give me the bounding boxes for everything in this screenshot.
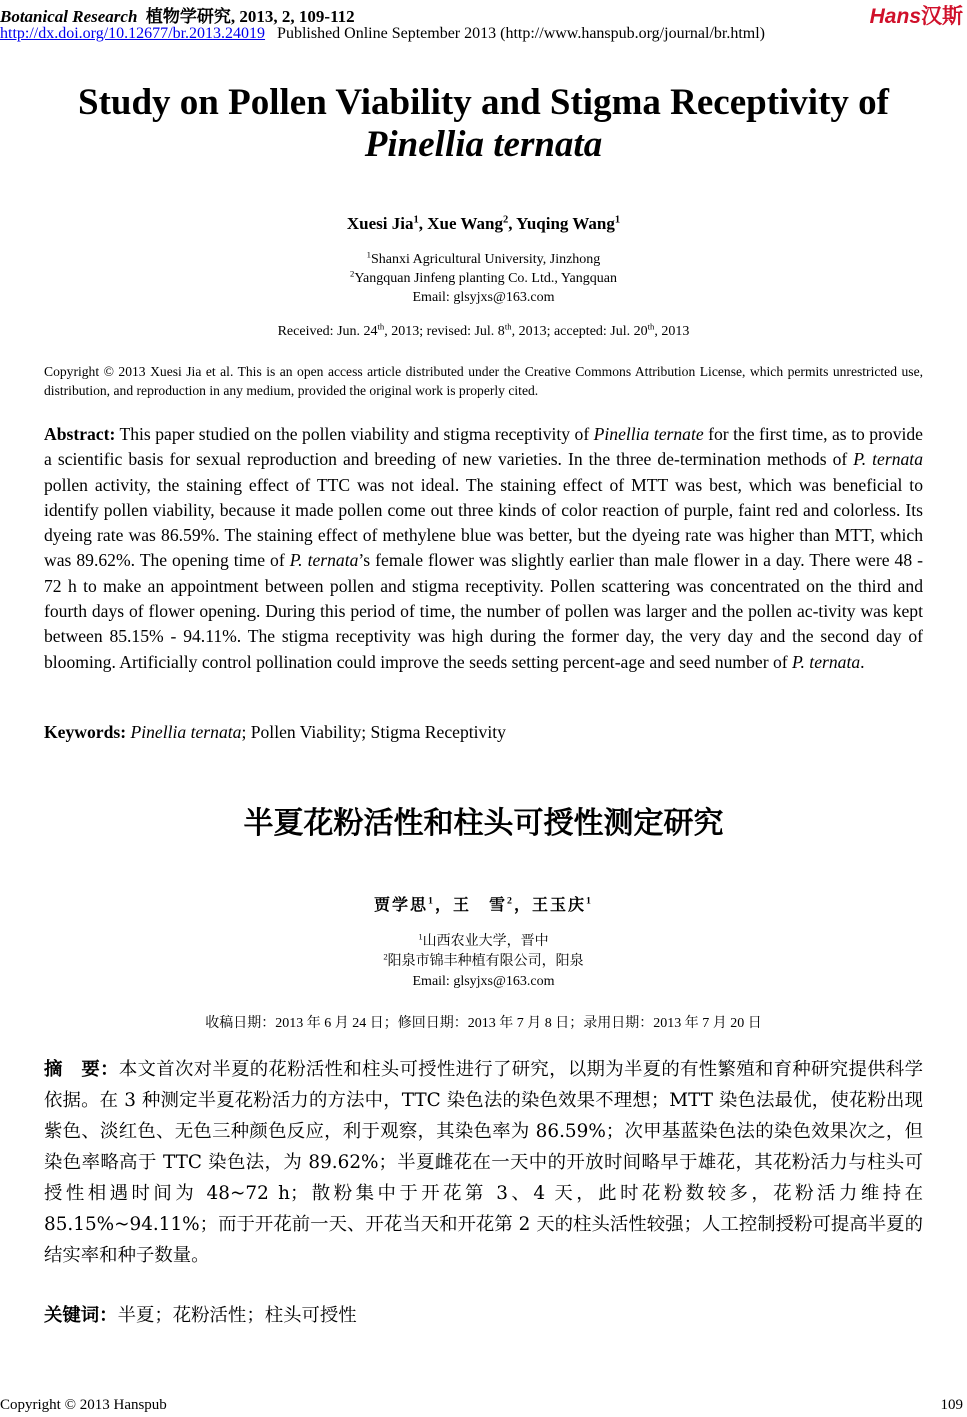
author-name: Xuesi Jia — [346, 214, 414, 233]
date-text: accepted: Jul. 20 — [553, 324, 648, 339]
date-text: , 2013 — [654, 324, 690, 339]
affiliation-2: $^2$Yangquan Jinfeng planting Co. Ltd., Yangquan — [350, 268, 617, 286]
chinese-title: 半夏花粉活性和柱头可授性测定研究 — [243, 806, 724, 841]
author-affiliation-mark: 2 — [507, 895, 514, 907]
author-name: 贾学思 — [374, 897, 429, 914]
date-ordinal: th — [647, 321, 655, 332]
chinese-abstract-label: 摘 要： — [44, 1059, 119, 1080]
author-affiliation-mark: 1 — [428, 895, 435, 907]
author-name: Yuqing Wang — [516, 214, 615, 233]
journal-citation: 植物学研究, 2013, 2, 109-112 — [145, 7, 355, 26]
affiliations — [0, 250, 967, 307]
abstract-label: Abstract: — [44, 424, 116, 444]
chinese-affiliation-2: $^2$阳泉市锦丰种植有限公司，阳泉 — [383, 951, 584, 969]
chinese-abstract — [44, 1054, 923, 1271]
author-separator: , — [508, 214, 517, 233]
date-text: revised: Jul. 8 — [426, 324, 505, 339]
published-info: Published Online September 2013 (http://www.hanspub.org/journal/br.html) — [277, 25, 765, 42]
date-text: Received: Jun. 24 — [277, 324, 378, 339]
text-segment: ’s female flower was slightly earlier than male flower in a day. There were 48 - 72 h to make an appointment between pollen and stigma receptivity. Pollen scattering was concentrated on the third and fourth days of flower opening. During this period of time, the number of pollen was larger and the pollen ac-tivity was kept between 85.15% - 94.11%. The stigma receptivity was high during the former day, the very day and the second day of blooming. Artificially control pollination could improve the seeds setting percent-age and seed number of — [44, 550, 923, 672]
author-name: Xue Wang — [427, 214, 503, 233]
received-dates — [0, 321, 967, 340]
journal-name: Botanical Research — [0, 7, 138, 26]
author-affiliation-mark: 1 — [614, 214, 621, 226]
chinese-keywords-label: 关键词： — [44, 1305, 118, 1326]
author-affiliation-mark: 1 — [413, 214, 419, 226]
author-separator: ， — [513, 897, 532, 914]
chinese-author-list — [0, 892, 967, 915]
species-name: Pinellia ternate — [593, 424, 704, 444]
keywords-label: Keywords: — [44, 722, 127, 742]
species-name: Pinellia ternata — [130, 722, 242, 742]
date-text: , 2013; — [384, 324, 427, 339]
paper-title — [0, 82, 967, 166]
chinese-keywords-body: 半夏；花粉活性；柱头可授性 — [117, 1305, 357, 1326]
publication-line — [0, 25, 765, 43]
email: Email: glsyjxs@163.com — [412, 290, 555, 305]
text-segment: This paper studied on the pollen viability and stigma receptivity of — [115, 424, 594, 444]
chinese-affiliation-1: $^1$山西农业大学，晋中 — [418, 931, 549, 949]
author-list — [0, 214, 967, 234]
text-segment: pollen activity, the staining effect of TTC was not ideal. The staining effect of MTT was best, which was beneficial to identify pollen viability, because it made pollen come out three kinds of color reaction of purple, faint red and colorless. Its dyeing rate was 86.59%. The staining effect of methylene blue was better, but the dyeing rate was higher than MTT, which was 89.62%. The opening time of — [44, 474, 923, 571]
journal-header — [0, 2, 355, 27]
species-name: P. ternata — [289, 550, 359, 571]
date-ordinal: th — [504, 321, 512, 332]
text-segment: for the first time, as to provide a scientific basis for sexual reproduction and breeding of new varieties. In the three de-termination methods of — [44, 424, 923, 470]
date-ordinal: th — [377, 321, 385, 332]
species-name: P. ternata — [853, 449, 923, 470]
title-line-1: Study on Pollen Viability and Stigma Receptivity of — [78, 82, 889, 123]
author-separator: , — [418, 214, 428, 233]
author-separator: ， — [435, 897, 454, 914]
text-segment: ; Pollen Viability; Stigma Receptivity — [241, 722, 506, 742]
title-line-2: Pinellia ternata — [364, 124, 603, 165]
keywords-body — [126, 722, 506, 742]
date-text: , 2013; — [511, 324, 554, 339]
author-affiliation-mark: 1 — [586, 895, 593, 907]
chinese-affiliations — [0, 932, 967, 992]
abstract — [44, 422, 923, 675]
chinese-keywords — [44, 1300, 923, 1331]
hans-logo: Hans汉斯 — [869, 5, 963, 28]
chinese-abstract-body: 本文首次对半夏的花粉活性和柱头可授性进行了研究，以期为半夏的有性繁殖和育种研究提供科学依据。在 3 种测定半夏花粉活力的方法中，TTC 染色法的染色效果不理想；MTT 染色法最优，使花粉出现紫色、淡红色、无色三种颜色反应，利于观察，其染色率为 86.59%；次甲基蓝染色法的染色效果次之，但染色率略高于 TTC 染色法，为 89.62%；半夏雌花在一天中的开放时间略早于雄花，其花粉活力与柱头可授性相遇时间为 48~72 h；散粉集中于开花第 3、4 天，此时花粉数较多，花粉活力维持在 85.15%~94.11%；而于开花前一天、开花当天和开花第 2 天的柱头活性较强；人工控制授粉可提高半夏的结实率和种子数量。 — [44, 1059, 923, 1266]
affiliation-1: $^1$Shanxi Agricultural University, Jinzhong — [366, 249, 601, 267]
chinese-email: Email: glsyjxs@163.com — [412, 974, 555, 989]
author-name: 王玉庆 — [532, 897, 587, 914]
abstract-body — [44, 424, 923, 672]
keywords — [44, 720, 923, 745]
chinese-dates: 收稿日期：2013 年 6 月 24 日；修回日期：2013 年 7 月 8 日；录用日期：2013 年 7 月 20 日 — [205, 1016, 762, 1031]
author-affiliation-mark: 2 — [502, 214, 509, 226]
copyright-notice: Copyright © 2013 Xuesi Jia et al. This is an open access article distributed under the Creative Commons Attribution License, which permits unrestricted use, distribution, and reproduction in any medium, provided the original work is properly cited. — [44, 364, 923, 398]
doi-link[interactable]: http://dx.doi.org/10.12677/br.2013.24019 — [0, 25, 266, 42]
text-segment: . — [860, 651, 865, 672]
species-name: P. ternata — [792, 651, 861, 672]
author-name: 王 雪 — [453, 897, 508, 914]
page-number: 109 — [940, 1397, 963, 1413]
footer-copyright: Copyright © 2013 Hanspub — [0, 1397, 167, 1413]
